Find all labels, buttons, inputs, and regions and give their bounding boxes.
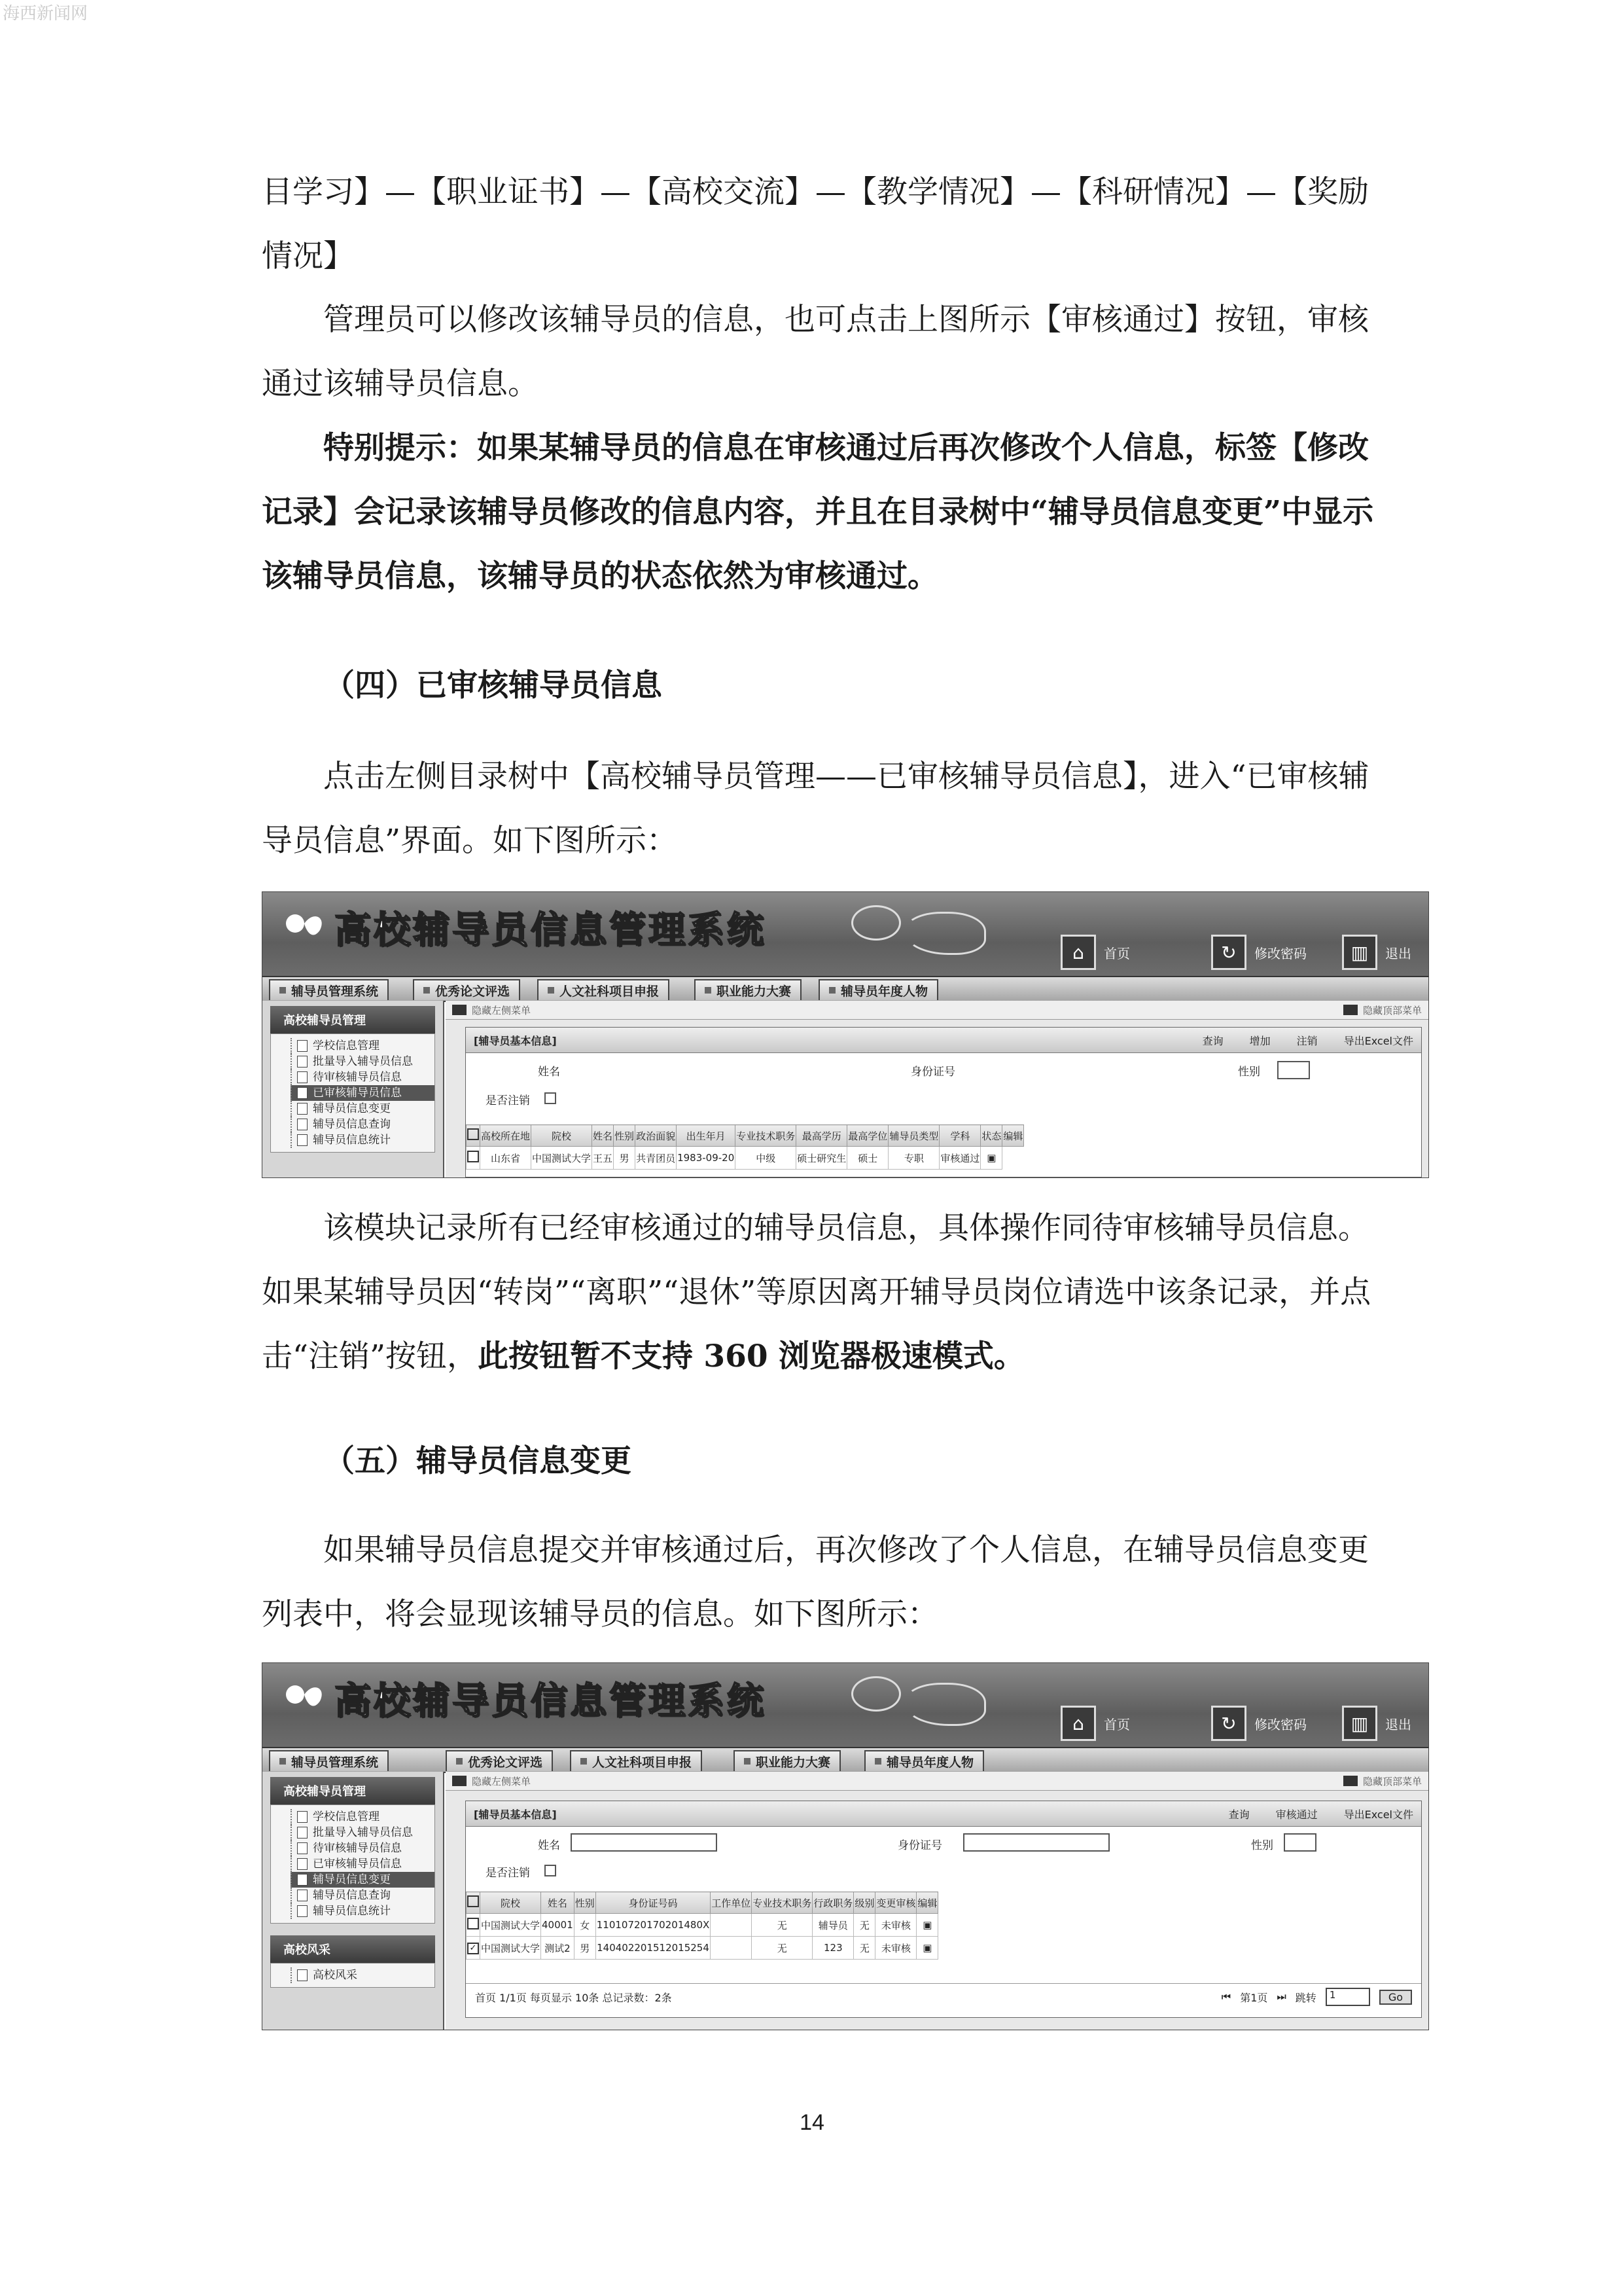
cancelled-checkbox[interactable] xyxy=(544,1092,556,1104)
edit-icon[interactable]: ▣ xyxy=(917,1914,938,1937)
name-input[interactable] xyxy=(571,1833,717,1852)
table-cell: 无 xyxy=(854,1914,875,1937)
sidebar-item-school-info[interactable]: 学校信息管理 xyxy=(291,1809,434,1825)
first-page-icon[interactable]: ⏮ xyxy=(1221,1990,1231,2003)
paragraph-4: 点击左侧目录树中【高校辅导员管理——已审核辅导员信息】，进入“已审核辅导员信息”界面。如下图所示： xyxy=(262,759,1369,859)
tab-paper-selection[interactable]: 优秀论文评选 xyxy=(446,1750,553,1771)
sidebar-item-campus-style[interactable]: 高校风采 xyxy=(291,1967,434,1983)
export-excel-button[interactable]: 导出Excel文件 xyxy=(1343,1034,1413,1047)
column-header: 院校 xyxy=(480,1892,541,1914)
sidebar-header[interactable]: 高校辅导员管理 xyxy=(270,1006,435,1033)
exit-icon: ▥ xyxy=(1342,935,1377,970)
decor-swirl-icon xyxy=(904,912,986,955)
fullscreen-icon[interactable] xyxy=(1343,1776,1358,1786)
column-header: 院校 xyxy=(531,1125,592,1147)
last-page-icon[interactable]: ⏭ xyxy=(1277,1990,1286,2003)
column-header: 工作单位 xyxy=(711,1892,752,1914)
sidebar-tree-style xyxy=(270,1963,435,1988)
sidebar-item-pending[interactable]: 待审核辅导员信息 xyxy=(291,1069,434,1085)
gender-label: 性别 xyxy=(1251,1839,1273,1852)
main-area xyxy=(446,1772,1428,2030)
column-header: 变更审核 xyxy=(875,1892,917,1914)
table-cell: 140402201512015254 xyxy=(595,1937,711,1960)
table-cell: 中级 xyxy=(735,1147,796,1170)
tab-ability-contest[interactable]: 职业能力大赛 xyxy=(694,979,802,1000)
logout-button[interactable]: ▥ 退出 xyxy=(1342,935,1411,969)
table-cell: 男 xyxy=(574,1937,595,1960)
tab-ability-contest[interactable]: 职业能力大赛 xyxy=(733,1750,841,1771)
id-input[interactable] xyxy=(963,1833,1110,1852)
table-cell: 中国测试大学 xyxy=(531,1147,592,1170)
tab-humanities-project[interactable]: 人文社科项目申报 xyxy=(537,979,669,1000)
sidebar-tree xyxy=(270,1804,435,1924)
column-header: 身份证号码 xyxy=(595,1892,711,1914)
toolbar-strip: 隐藏左侧菜单 隐藏顶部菜单 xyxy=(446,1772,1428,1791)
query-button[interactable]: 查询 xyxy=(1228,1808,1250,1821)
info-panel xyxy=(465,1027,1422,1177)
current-page: 第1页 xyxy=(1240,1991,1268,2004)
logo-icon xyxy=(281,1675,328,1714)
paragraph-1: 目学习】—【职业证书】—【高校交流】—【教学情况】—【科研情况】—【奖励情况】 xyxy=(262,174,1369,274)
table-cell xyxy=(711,1914,752,1937)
logout-button[interactable]: ▥ 退出 xyxy=(1342,1706,1411,1740)
export-excel-button[interactable]: 导出Excel文件 xyxy=(1343,1808,1413,1821)
pagination xyxy=(466,1983,1421,2010)
add-button[interactable]: 增加 xyxy=(1249,1034,1271,1047)
gender-select[interactable] xyxy=(1277,1061,1310,1079)
table-cell: 11010720170201480X xyxy=(595,1914,711,1937)
column-header: 最高学位 xyxy=(847,1125,889,1147)
column-header: 辅导员类型 xyxy=(889,1125,940,1147)
sidebar-item-changes[interactable]: 辅导员信息变更 xyxy=(291,1101,434,1117)
app-title: 高校辅导员信息管理系统 xyxy=(334,1680,766,1723)
cancel-record-button[interactable]: 注销 xyxy=(1296,1034,1318,1047)
collapse-icon[interactable] xyxy=(452,1005,467,1015)
tab-paper-selection[interactable]: 优秀论文评选 xyxy=(413,979,520,1000)
id-label: 身份证号 xyxy=(911,1066,955,1079)
column-header: 性别 xyxy=(574,1892,595,1914)
column-header: 行政职务 xyxy=(813,1892,854,1914)
paragraph-5: 该模块记录所有已经审核通过的辅导员信息，具体操作同待审核辅导员信息。如果某辅导员因“转岗”“离职”“退休”等原因离开辅导员岗位请选中该条记录，并点击“注销”按钮，此按钮暂不支持 360 浏览器极速模式。 xyxy=(262,1210,1371,1374)
logo-icon xyxy=(281,904,328,943)
table-cell: 女 xyxy=(574,1914,595,1937)
home-button[interactable]: ⌂ 首页 xyxy=(1061,935,1130,969)
panel-title: [辅导员基本信息] 查询 审核通过 导出Excel文件 xyxy=(466,1801,1421,1827)
tab-counselor-system[interactable]: 辅导员管理系统 xyxy=(269,979,389,1000)
sidebar-header-style[interactable]: 高校风采 xyxy=(270,1935,435,1963)
table-cell: 无 xyxy=(752,1914,813,1937)
paragraph-6: 如果辅导员信息提交并审核通过后，再次修改了个人信息，在辅导员信息变更列表中，将会显现该辅导员的信息。如下图所示： xyxy=(262,1532,1369,1632)
table-cell: 40001 xyxy=(541,1914,574,1937)
gender-label: 性别 xyxy=(1238,1066,1260,1079)
sidebar-item-query[interactable]: 辅导员信息查询 xyxy=(291,1888,434,1903)
info-panel xyxy=(465,1801,1422,2018)
nav-tabs xyxy=(262,976,1428,1002)
column-header: 专业技术职务 xyxy=(735,1125,796,1147)
column-header: 专业技术职务 xyxy=(752,1892,813,1914)
pager-summary: 首页 1/1页 每页显示 10条 总记录数：2条 xyxy=(475,1991,672,2004)
tab-humanities-project[interactable]: 人文社科项目申报 xyxy=(570,1750,702,1771)
sidebar-item-stats[interactable]: 辅导员信息统计 xyxy=(291,1903,434,1919)
page-number: 14 xyxy=(800,2110,824,2135)
select-all-checkbox[interactable] xyxy=(467,1125,480,1147)
table-cell: 山东省 xyxy=(480,1147,531,1170)
name-label: 姓名 xyxy=(538,1839,560,1852)
key-icon: ↻ xyxy=(1211,1706,1246,1741)
app-title: 高校辅导员信息管理系统 xyxy=(334,909,766,952)
column-header: 编辑 xyxy=(917,1892,938,1914)
key-icon: ↻ xyxy=(1211,935,1246,970)
chat-icon xyxy=(851,905,901,941)
column-header: 姓名 xyxy=(592,1125,614,1147)
tab-annual-person[interactable]: 辅导员年度人物 xyxy=(819,979,938,1000)
sidebar-item-changes[interactable]: 辅导员信息变更 xyxy=(291,1872,434,1888)
home-icon: ⌂ xyxy=(1061,1706,1096,1741)
column-header: 状态 xyxy=(981,1125,1002,1147)
watermark: 海西新闻网 xyxy=(3,4,88,24)
result-table xyxy=(466,1124,1024,1170)
table-cell: 未审核 xyxy=(875,1914,917,1937)
table-cell: 硕士 xyxy=(847,1147,889,1170)
section-heading-4: （四）已审核辅导员信息 xyxy=(324,668,662,704)
sidebar-item-school-info[interactable]: 学校信息管理 xyxy=(291,1038,434,1054)
app-banner xyxy=(262,1663,1428,1747)
change-password-button[interactable]: ↻ 修改密码 xyxy=(1211,1706,1307,1740)
panel-title: [辅导员基本信息] 查询 增加 注销 导出Excel文件 xyxy=(466,1028,1421,1053)
search-form xyxy=(466,1053,1421,1125)
column-header: 高校所在地 xyxy=(480,1125,531,1147)
column-header: 级别 xyxy=(854,1892,875,1914)
table-cell: 无 xyxy=(854,1937,875,1960)
change-password-button[interactable]: ↻ 修改密码 xyxy=(1211,935,1307,969)
collapse-icon[interactable] xyxy=(452,1776,467,1786)
table-cell: 123 xyxy=(813,1937,854,1960)
table-cell: 辅导员 xyxy=(813,1914,854,1937)
table-cell: 审核通过 xyxy=(940,1147,981,1170)
nav-tabs xyxy=(262,1747,1428,1773)
sidebar-item-approved[interactable]: 已审核辅导员信息 xyxy=(291,1085,434,1101)
sidebar-tree xyxy=(270,1033,435,1153)
column-header: 出生年月 xyxy=(677,1125,735,1147)
column-header: 政治面貌 xyxy=(635,1125,677,1147)
sidebar-item-batch-import[interactable]: 批量导入辅导员信息 xyxy=(291,1054,434,1069)
toolbar-strip: 隐藏左侧菜单 隐藏顶部菜单 xyxy=(446,1001,1428,1020)
id-label: 身份证号 xyxy=(898,1839,942,1852)
exit-icon: ▥ xyxy=(1342,1706,1377,1741)
table-cell: 共青团员 xyxy=(635,1147,677,1170)
main-area xyxy=(446,1001,1428,1177)
table-cell: 未审核 xyxy=(875,1937,917,1960)
chat-icon xyxy=(851,1676,901,1712)
edit-icon[interactable]: ▣ xyxy=(917,1937,938,1960)
sidebar-header[interactable]: 高校辅导员管理 xyxy=(270,1777,435,1804)
table-cell: 男 xyxy=(614,1147,635,1170)
edit-icon[interactable]: ▣ xyxy=(981,1147,1002,1170)
table-row[interactable] xyxy=(467,1147,1024,1170)
tab-annual-person[interactable]: 辅导员年度人物 xyxy=(864,1750,984,1771)
row-checkbox[interactable] xyxy=(467,1914,480,1937)
row-checkbox[interactable] xyxy=(467,1147,480,1170)
select-all-checkbox[interactable] xyxy=(467,1892,480,1914)
fullscreen-icon[interactable] xyxy=(1343,1005,1358,1015)
table-cell: 王五 xyxy=(592,1147,614,1170)
page-input[interactable]: 1 xyxy=(1326,1988,1370,2006)
screenshot-approved-list xyxy=(262,891,1429,1178)
table-cell: 中国测试大学 xyxy=(480,1937,541,1960)
sidebar xyxy=(262,1772,444,2030)
special-note: 特别提示：如果某辅导员的信息在审核通过后再次修改个人信息，标签【修改记录】会记录该辅导员修改的信息内容，并且在目录树中“辅导员信息变更”中显示该辅导员信息，该辅导员的状态依然为审核通过。 xyxy=(262,430,1374,594)
jump-label: 跳转 xyxy=(1295,1991,1316,2004)
approve-button[interactable]: 审核通过 xyxy=(1275,1808,1318,1821)
table-cell: 无 xyxy=(752,1937,813,1960)
paragraph-2: 管理员可以修改该辅导员的信息，也可点击上图所示【审核通过】按钮，审核通过该辅导员信息。 xyxy=(262,302,1369,402)
table-cell: 中国测试大学 xyxy=(480,1914,541,1937)
sidebar xyxy=(262,1001,444,1177)
app-banner xyxy=(262,892,1428,976)
query-button[interactable]: 查询 xyxy=(1202,1034,1224,1047)
column-header: 编辑 xyxy=(1002,1125,1024,1147)
cancelled-label: 是否注销 xyxy=(485,1094,530,1107)
sidebar-item-approved[interactable]: 已审核辅导员信息 xyxy=(291,1856,434,1872)
section-heading-5: （五）辅导员信息变更 xyxy=(324,1443,631,1479)
cancelled-checkbox[interactable] xyxy=(544,1865,556,1876)
table-cell: 1983-09-20 xyxy=(677,1147,735,1170)
table-cell: 硕士研究生 xyxy=(796,1147,847,1170)
table-row[interactable] xyxy=(467,1937,938,1960)
sidebar-item-batch-import[interactable]: 批量导入辅导员信息 xyxy=(291,1825,434,1840)
tab-counselor-system[interactable]: 辅导员管理系统 xyxy=(269,1750,389,1771)
decor-swirl-icon xyxy=(904,1683,986,1726)
sidebar-item-query[interactable]: 辅导员信息查询 xyxy=(291,1117,434,1132)
go-button[interactable]: Go xyxy=(1379,1990,1412,2005)
cancelled-label: 是否注销 xyxy=(485,1867,530,1880)
home-button[interactable]: ⌂ 首页 xyxy=(1061,1706,1130,1740)
table-cell xyxy=(711,1937,752,1960)
table-cell: 专职 xyxy=(889,1147,940,1170)
search-form xyxy=(466,1827,1421,1890)
column-header: 姓名 xyxy=(541,1892,574,1914)
sidebar-item-pending[interactable]: 待审核辅导员信息 xyxy=(291,1840,434,1856)
gender-select[interactable] xyxy=(1284,1833,1316,1852)
name-label: 姓名 xyxy=(538,1066,560,1079)
column-header: 学科 xyxy=(940,1125,981,1147)
home-icon: ⌂ xyxy=(1061,935,1096,970)
screenshot-change-list xyxy=(262,1662,1429,2030)
column-header: 性别 xyxy=(614,1125,635,1147)
table-row[interactable] xyxy=(467,1914,938,1937)
table-cell: 测试2 xyxy=(541,1937,574,1960)
result-table xyxy=(466,1892,938,1960)
row-checkbox[interactable]: ✓ xyxy=(467,1937,480,1960)
sidebar-item-stats[interactable]: 辅导员信息统计 xyxy=(291,1132,434,1148)
column-header: 最高学历 xyxy=(796,1125,847,1147)
